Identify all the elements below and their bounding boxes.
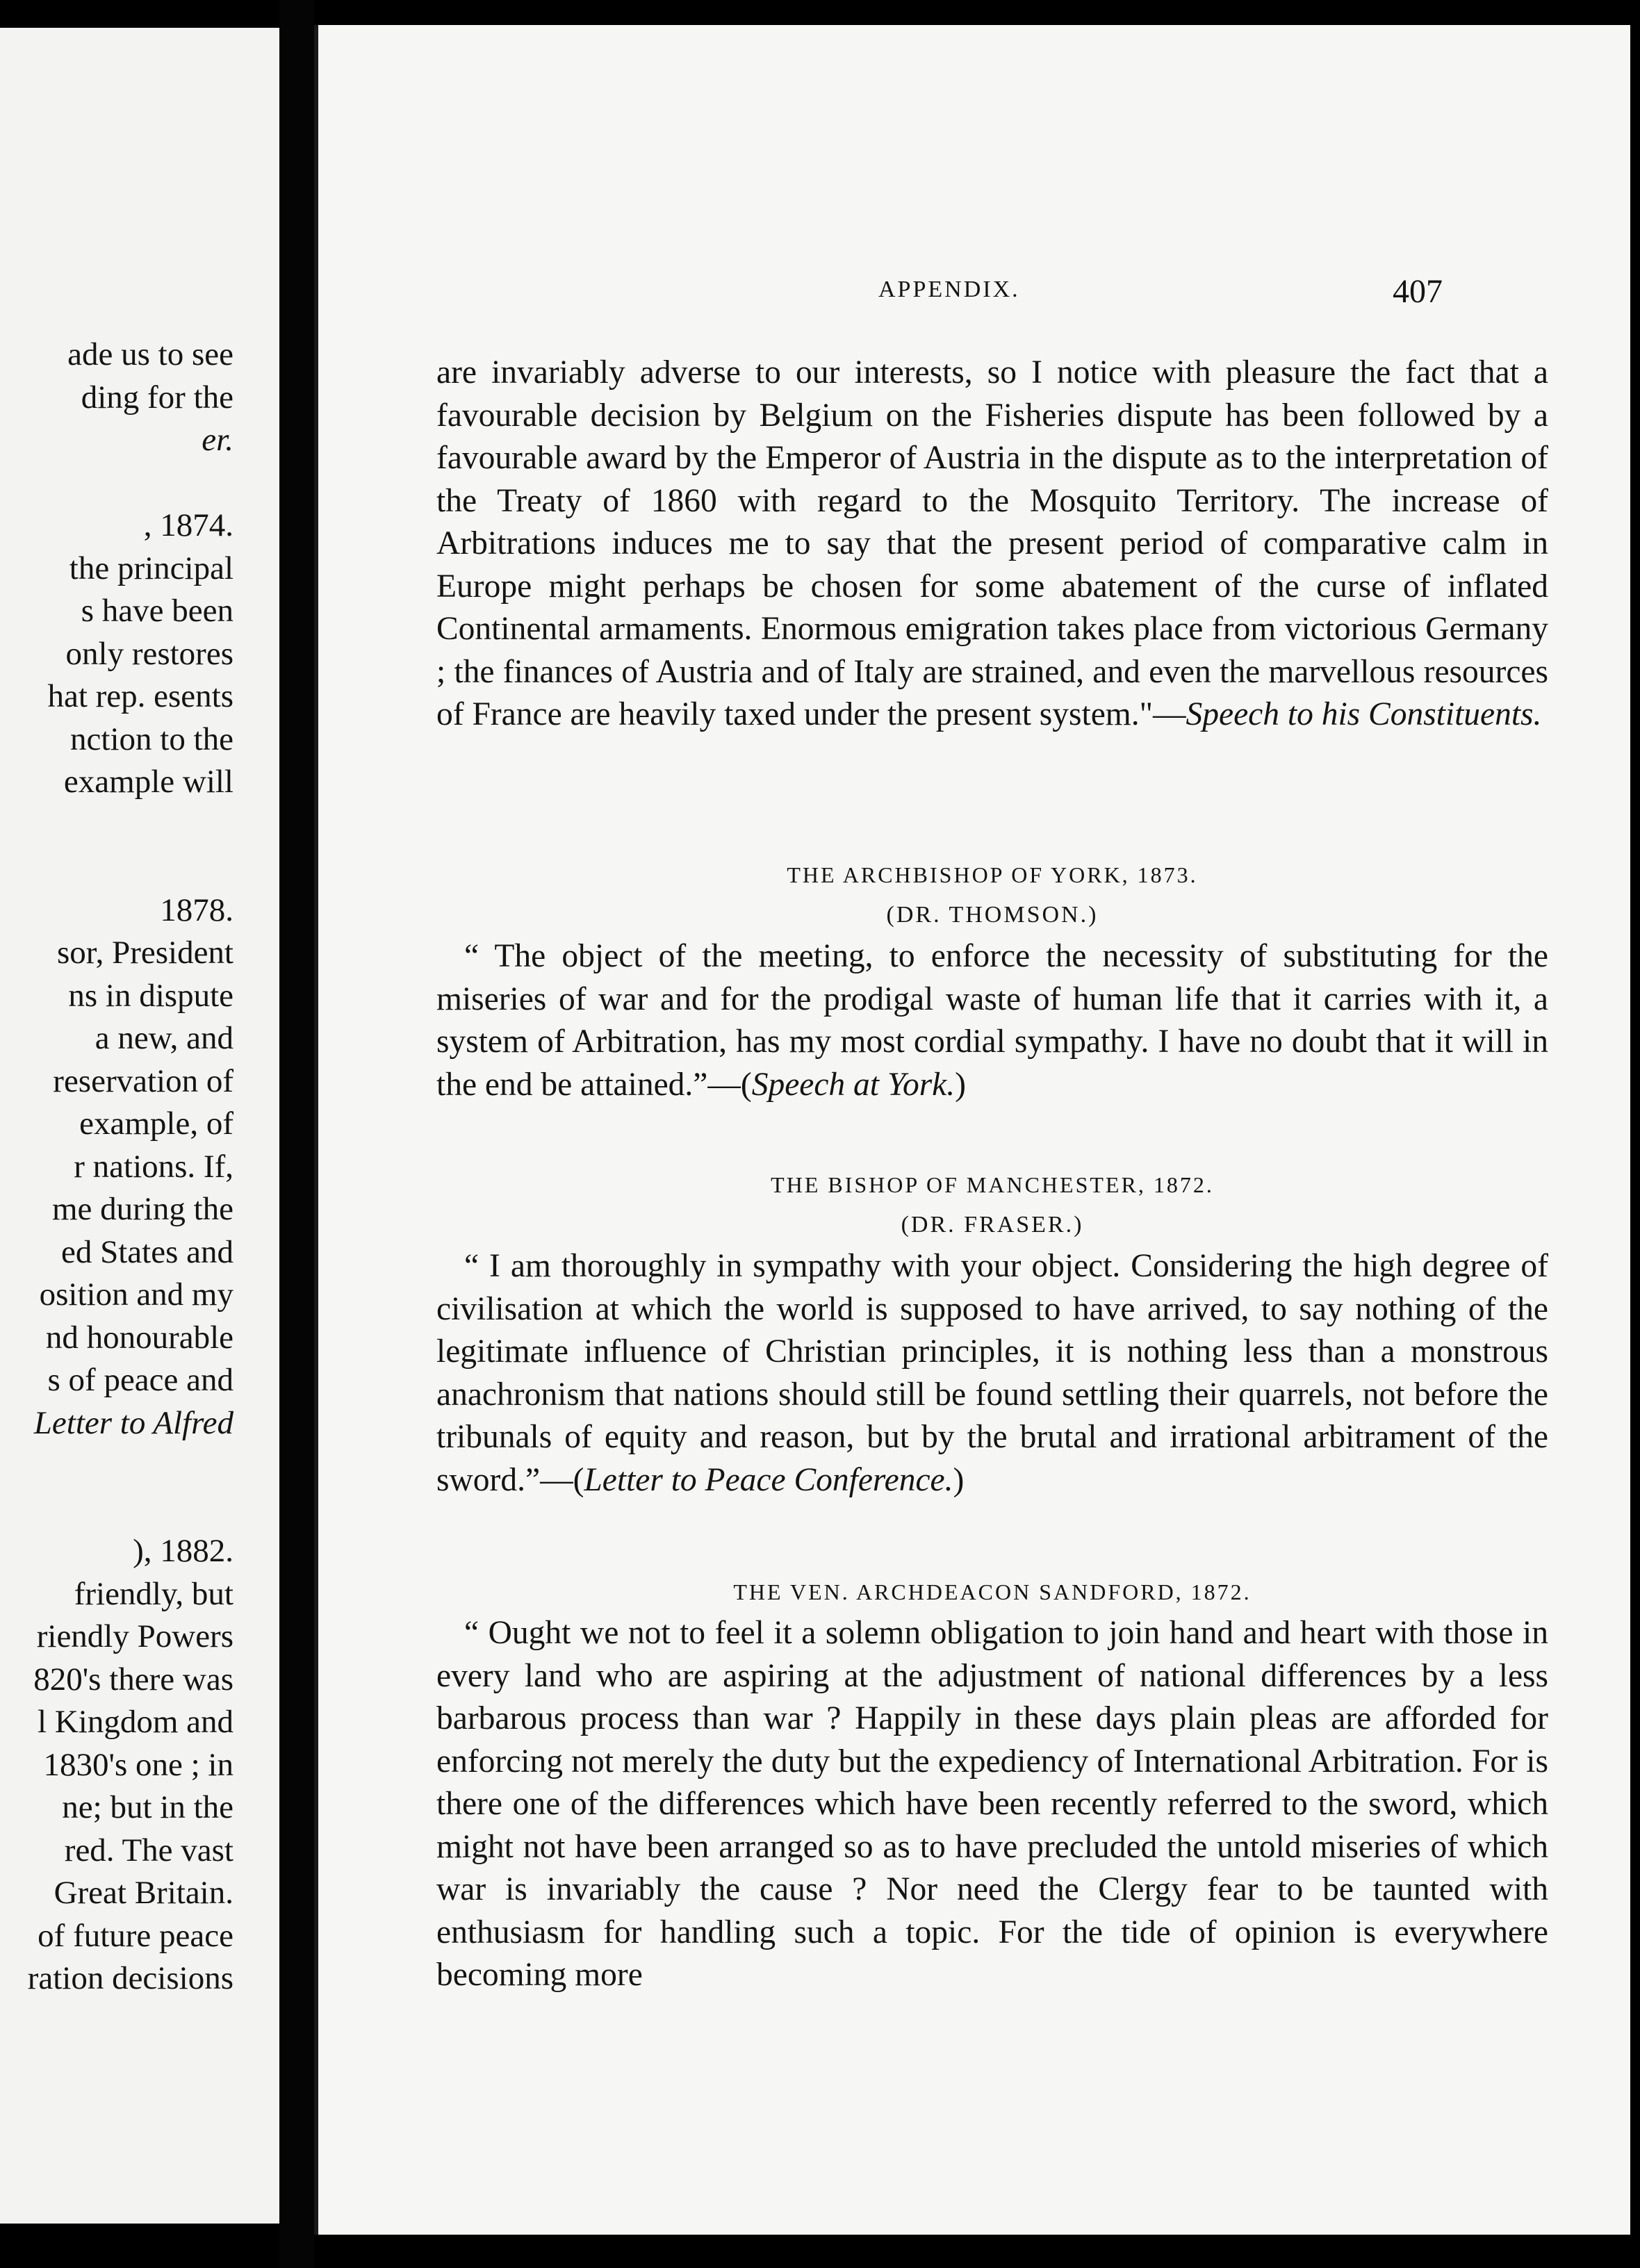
left-page-line: riendly Powers — [36, 1618, 233, 1654]
opening-source: Speech to his Constituents. — [1186, 696, 1542, 732]
opening-paragraph-block — [436, 352, 1548, 737]
left-page-line: 820's there was — [33, 1661, 233, 1698]
left-page-line: example will — [63, 764, 233, 800]
left-page-line: ration decisions — [27, 1960, 233, 1996]
left-page — [0, 28, 279, 2224]
left-page-line: 1830's one ; in — [43, 1746, 233, 1783]
left-page-line: friendly, but — [74, 1575, 233, 1612]
left-page-line: ns in dispute — [68, 977, 233, 1014]
left-page-line: ade us to see — [67, 336, 233, 372]
left-page-line: s of peace and — [47, 1362, 233, 1398]
left-page-line: ne; but in the — [62, 1789, 233, 1825]
york-subheading: (DR. THOMSON.) — [886, 902, 1099, 928]
manchester-paragraph-text: “ I am thoroughly in sympathy with your object. Considering the high degree of civilisation at which the world is supposed to have arrived, to say nothing of the legitimate influence of Christian principles, it is nothing less than a monstrous anachronism that nations should still be found settling their quarrels, not before the tribunals of equity and reason, but by the brutal and irrational arbitrament of the sword.”—( — [436, 1248, 1548, 1498]
opening-paragraph-text: are invariably adverse to our interests, so I notice with pleasure the fact that a favourable decision by Belgium on the Fisheries dispute has been followed by a favourable award by the Emperor of Austria in the dispute as to the interpretation of the Treaty of 1860 with regard to the Mosquito Territory. The increase of Arbitrations induces me to say that the present period of comparative calm in Europe might perhaps be chosen for some abatement of the curse of inflated Continental armaments. Enormous emigration takes place from victorious Germany ; the finances of Austria and of Italy are strained, and even the marvellous resources of France are heavily taxed under the present system."— — [436, 354, 1548, 732]
left-page-line: reservation of — [53, 1062, 233, 1099]
left-page-line: ), 1882. — [133, 1533, 233, 1569]
manchester-subheading: (DR. FRASER.) — [901, 1212, 1084, 1238]
york-close: ) — [955, 1066, 966, 1103]
left-page-line: ed States and — [61, 1233, 233, 1270]
manchester-paragraph — [436, 1245, 1548, 1502]
running-head — [318, 273, 1630, 318]
sandford-heading: THE VEN. ARCHDEACON SANDFORD, 1872. — [733, 1579, 1252, 1604]
left-page-line: the principal — [69, 550, 233, 586]
left-page-line: r nations. If, — [74, 1148, 233, 1185]
left-page-line: ding for the — [81, 379, 233, 416]
right-page — [314, 25, 1630, 2235]
york-section — [436, 855, 1548, 1106]
left-page-line: only restores — [65, 635, 233, 672]
left-page-line: a new, and — [95, 1020, 233, 1056]
left-page-line: nd honourable — [45, 1319, 233, 1356]
left-page-line: s have been — [81, 593, 233, 629]
left-page-line: l Kingdom and — [38, 1704, 233, 1740]
opening-paragraph — [436, 352, 1548, 737]
left-page-line: of future peace — [38, 1917, 233, 1954]
york-paragraph-text: “ The object of the meeting, to enforce the necessity of substituting for the miseries of war and for the prodigal waste of human life that it carries with it, a system of Arbitration, has my most cordial sympathy. I have no doubt that it will in the end be attained.”—( — [436, 938, 1548, 1103]
york-heading: THE ARCHBISHOP OF YORK, 1873. — [787, 862, 1198, 887]
manchester-heading: THE BISHOP OF MANCHESTER, 1872. — [771, 1172, 1214, 1197]
manchester-close: ) — [953, 1461, 965, 1498]
left-page-line: Great Britain. — [54, 1875, 233, 1911]
manchester-source: Letter to Peace Conference. — [584, 1461, 953, 1498]
left-page-line: Letter to Alfred — [33, 1404, 233, 1441]
left-page-line: me during the — [51, 1191, 233, 1227]
york-paragraph — [436, 935, 1548, 1106]
left-page-line: hat rep. esents — [47, 678, 233, 714]
york-source: Speech at York. — [751, 1066, 956, 1103]
manchester-section — [436, 1165, 1548, 1502]
left-page-line: , 1874. — [143, 507, 233, 543]
left-page-line: 1878. — [160, 891, 233, 928]
left-page-line: sor, President — [57, 935, 233, 971]
left-page-line: er. — [202, 422, 233, 458]
left-page-line: nction to the — [70, 721, 233, 757]
running-head-title: APPENDIX. — [878, 277, 1020, 302]
sandford-section — [436, 1572, 1548, 1997]
left-page-line: osition and my — [39, 1276, 233, 1313]
left-page-line: example, of — [79, 1106, 233, 1142]
book-gutter — [279, 0, 314, 2268]
left-page-line: red. The vast — [64, 1832, 233, 1868]
sandford-paragraph: “ Ought we not to feel it a solemn obligation to join hand and heart with those in every land who are aspiring at the adjustment of national differences by a less barbarous process than war ? Happily in these days plain pleas are afforded for enforcing not merely the duty but the expediency of International Arbitration. For is there one of the differences which have been recently referred to the sword, which might not have been arranged so as to have precluded the untold miseries of which war is invariably the cause ? Nor need the Clergy fear to be taunted with enthusiasm for handling such a topic. For the tide of opinion is everywhere becoming more — [436, 1615, 1548, 1993]
page-number: 407 — [1393, 273, 1443, 310]
